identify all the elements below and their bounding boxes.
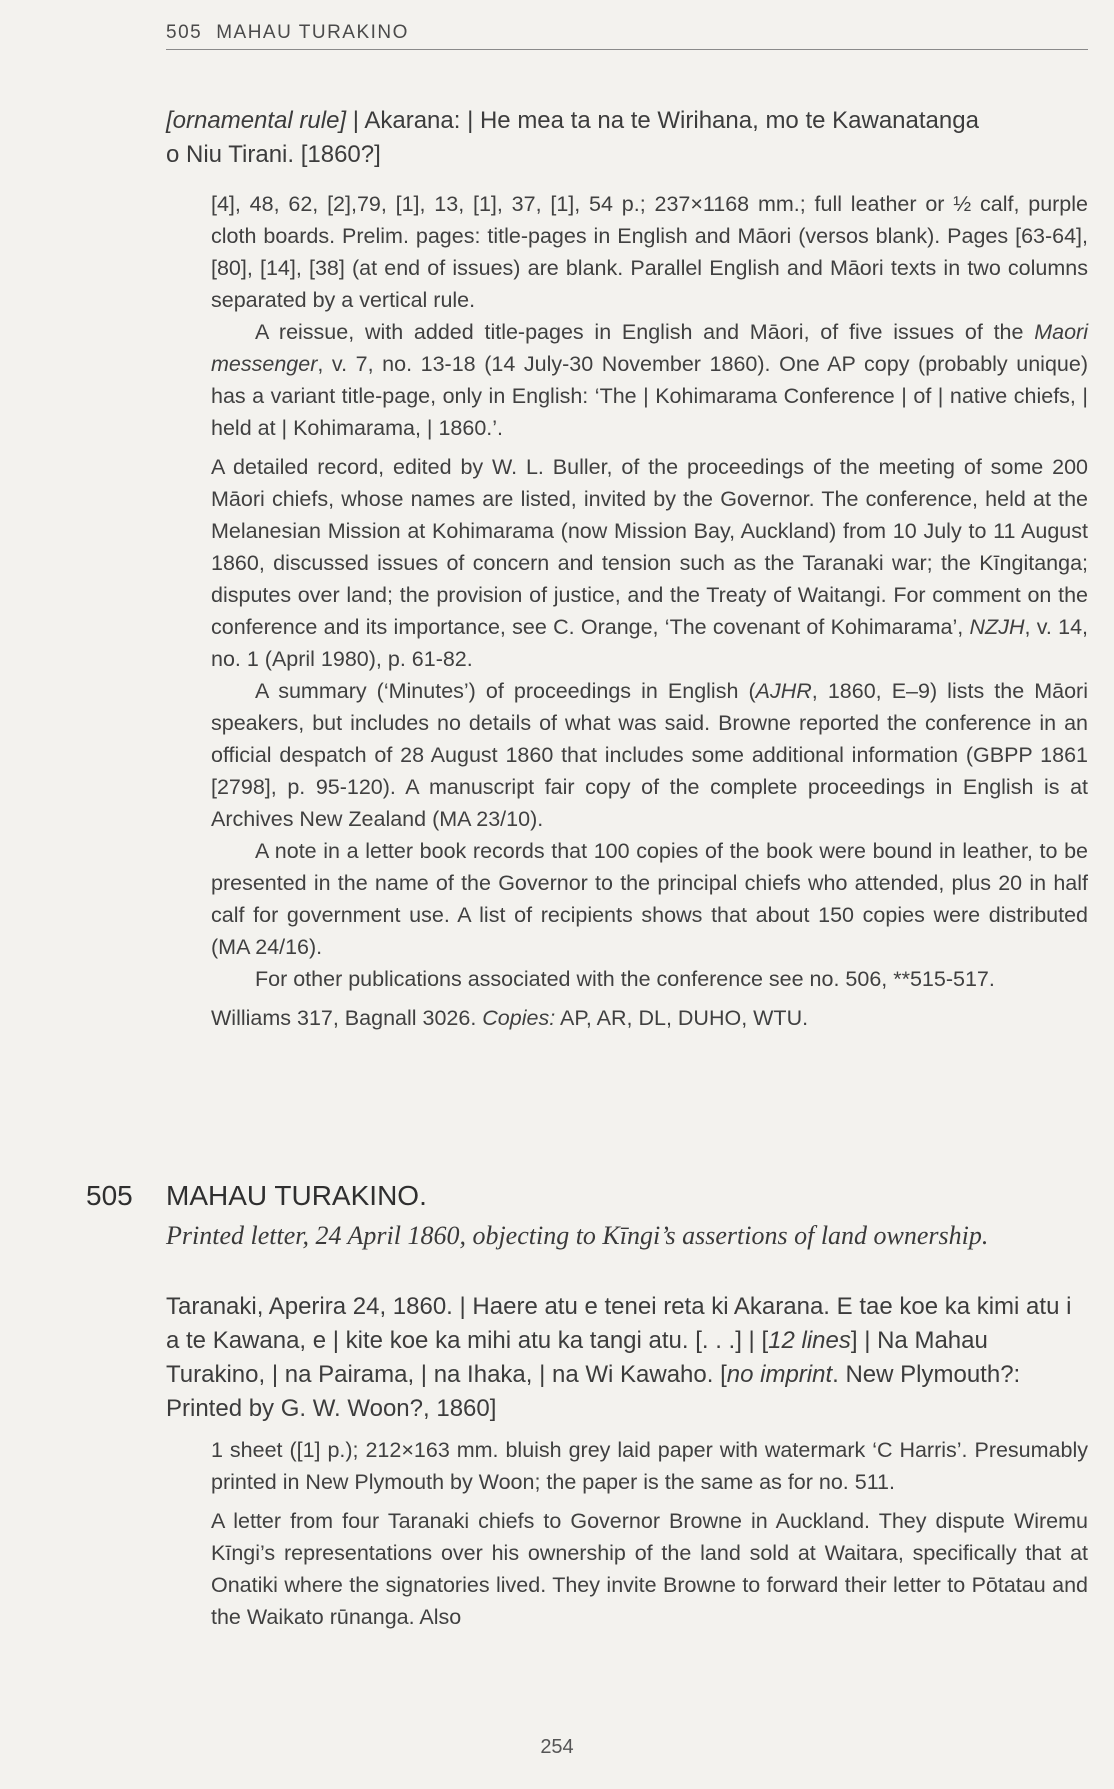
entry-505-subtitle: Printed letter, 24 April 1860, objecting to Kīngi’s assertions of land ownership. (166, 1221, 989, 1250)
record-note: A detailed record, edited by W. L. Buller, of the proceedings of the meeting of some 200 Māori chiefs, whose names are listed, invited by the Governor. The conference, held at the Melanesian Mission at Kohimarama (now Mission Bay, Auckland) from 10 July to 11 August 1860, discussed issues of concern and tension such as the Taranaki war; the Kīngitanga; disputes over land; the provision of justice, and the Treaty of Waitangi. For comment on the conference and its importance, see C. Orange, ‘The covenant of Kohimarama’, NZJH, v. 14, no. 1 (April 1980), p. 61-82. (211, 455, 1088, 671)
entry-505-number: 505 (86, 1180, 133, 1211)
related-publications-note: For other publications associated with the conference see no. 506, **515-517. (255, 967, 995, 991)
lines-note: 12 lines (768, 1327, 851, 1354)
collation-paragraph: 1 sheet ([1] p.); 212×163 mm. bluish grey laid paper with watermark ‘C Harris’. Presumably printed in New Plymouth by Woon; the paper is the same as for no. 511. (211, 1438, 1088, 1494)
running-header (166, 22, 1088, 50)
entry-505-title: Taranaki, Aperira 24, 1860. | Haere atu e tenei reta ki Akarana. E tae koe ka kimi atu i a te Kawana, e | kite koe ka mihi atu ka tangi atu. [. . .] | [12 lines] | Na Mahau Turakino, | na Pairama, | na Ihaka, | na Wi Kawaho. [no imprint. New Plymouth?: Printed by G. W. Woon?, 1860] (166, 1293, 1072, 1422)
header-title: MAHAU TURAKINO (216, 22, 409, 43)
references-copies: Williams 317, Bagnall 3026. Copies: AP, AR, DL, DUHO, WTU. (211, 1006, 809, 1030)
periodical-title: Maori messenger (211, 320, 1088, 376)
no-imprint-note: no imprint (726, 1361, 833, 1388)
copies-label: Copies: (482, 1006, 556, 1030)
entry-505-description (211, 1434, 1088, 1633)
summary-note: A summary (‘Minutes’) of proceedings in English (AJHR, 1860, E–9) lists the Māori speakers, but includes no details of what was said. Browne reported the conference in an official despatch of 28 August 1860 that includes some additional information (GBPP 1861 [2798], p. 95-120). A manuscript fair copy of the complete proceedings in English is at Archives New Zealand (MA 23/10). (211, 679, 1088, 831)
header-entry-number: 505 (166, 22, 203, 43)
page-number: 254 (540, 1736, 574, 1758)
ajhr-abbrev: AJHR (755, 679, 812, 703)
letter-book-note: A note in a letter book records that 100 copies of the book were bound in leather, to be presented in the name of the Governor to the principal chiefs who attended, plus 20 in half calf for government use. A list of recipients shows that about 150 copies were distributed (MA 24/16). (211, 839, 1088, 959)
reissue-note: A reissue, with added title-pages in English and Māori, of five issues of the Maori messenger, v. 7, no. 13-18 (14 July-30 November 1860). One AP copy (probably unique) has a variant title-page, only in English: ‘The | Kohimarama Conference | of | native chiefs, | held at | Kohimarama, | 1860.’. (211, 320, 1088, 440)
entry-504-description (211, 188, 1088, 1034)
letter-note: A letter from four Taranaki chiefs to Governor Browne in Auckland. They dispute Wiremu Kīngi’s representations over his ownership of the land sold at Waitara, specifically that at Onatiki where the signatories lived. They invite Browne to forward their letter to Pōtatau and the Waikato rūnanga. Also (211, 1509, 1088, 1629)
entry-505-heading: MAHAU TURAKINO. (166, 1180, 427, 1211)
journal-abbrev: NZJH (969, 615, 1025, 639)
collation-paragraph: [4], 48, 62, [2],79, [1], 13, [1], 37, [1], 54 p.; 237×1168 mm.; full leather or ½ calf, purple cloth boards. Prelim. pages: title-pages in English and Māori (versos blank). Pages [63-64], [80], [14], [38] (at end of issues) are blank. Parallel English and Māori texts in two columns separated by a vertical rule. (211, 192, 1088, 312)
entry-504-title (166, 104, 996, 172)
ornamental-rule-note: [ornamental rule] (166, 107, 347, 134)
title-transcription: | Akarana: | He mea ta na te Wirihana, mo te Kawanatanga o Niu Tirani. [1860?] (166, 107, 979, 168)
